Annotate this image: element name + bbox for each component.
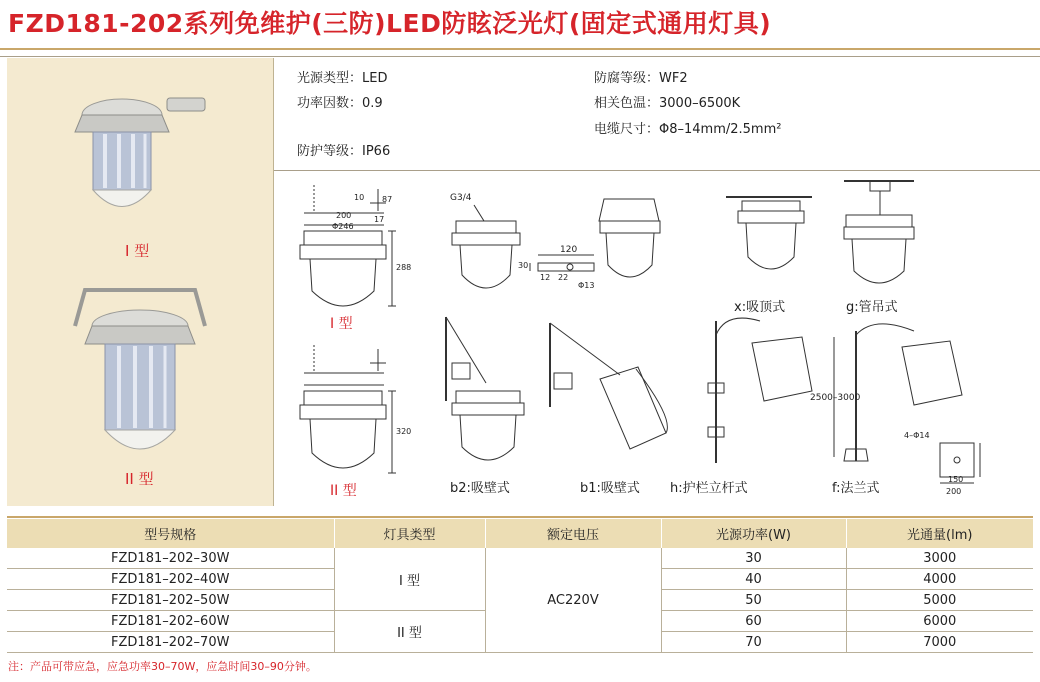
type2-label: II 型: [125, 470, 154, 488]
voltage-cell: AC220V: [485, 548, 661, 653]
installation-diagrams: [274, 171, 1040, 507]
product-photo-panel: [7, 58, 274, 506]
dim-13-label: Φ13: [578, 281, 595, 290]
model-cell: FZD181–202–70W: [7, 632, 334, 653]
model-cell: FZD181–202–40W: [7, 569, 334, 590]
dim-120-label: 120: [560, 245, 578, 255]
caption-ceiling: x:吸顶式: [734, 300, 786, 315]
spec-color-temp: 相关色温：3000–6500K: [594, 96, 741, 111]
header-voltage: 额定电压: [485, 519, 661, 548]
bracket-detail-drawing: [530, 255, 594, 271]
flux-cell: 4000: [846, 569, 1033, 590]
power-cell: 40: [661, 569, 846, 590]
spec-corrosion: 防腐等级：WF2: [594, 71, 688, 86]
wall-mount-b2-drawing: [446, 317, 524, 460]
type-cell-group1: I 型: [334, 548, 485, 611]
power-cell: 60: [661, 611, 846, 632]
caption-guardrail: h:护栏立杆式: [670, 481, 748, 496]
g34-label: G3/4: [450, 193, 472, 203]
power-cell: 50: [661, 590, 846, 611]
dim-200-label: 200: [336, 211, 352, 220]
dim-246-label: Φ246: [332, 222, 354, 231]
dim-320-label: 320: [396, 427, 412, 436]
dim-17-label: 17: [374, 215, 385, 224]
caption-pendant: g:管吊式: [846, 300, 898, 315]
header-flux: 光通量(lm): [846, 519, 1033, 548]
ceiling-mount-drawing: [726, 197, 812, 269]
dim-12-label: 12: [540, 273, 551, 282]
table-header-row: [7, 519, 1033, 548]
dim-22-label: 22: [558, 273, 569, 282]
header-type: 灯具类型: [334, 519, 485, 548]
header-model: 型号规格: [7, 519, 334, 548]
flux-cell: 5000: [846, 590, 1033, 611]
model-cell: FZD181–202–30W: [7, 548, 334, 569]
type2-lamp-photo: [75, 290, 205, 449]
caption-b2: b2:吸壁式: [450, 481, 510, 496]
spec-table: [7, 519, 1033, 653]
wall-mount-b1-drawing: [550, 323, 667, 449]
model-cell: FZD181–202–60W: [7, 611, 334, 632]
top-lamp-drawing: [599, 199, 660, 277]
spec-light-source: 光源类型：LED: [297, 71, 388, 86]
flux-cell: 7000: [846, 632, 1033, 653]
pendant-mount-drawing: [844, 181, 914, 283]
dim-87-label: 87: [382, 195, 393, 204]
caption-type2: II 型: [330, 483, 357, 499]
spec-protection: 防护等级：IP66: [297, 144, 391, 159]
model-cell: FZD181–202–50W: [7, 590, 334, 611]
dim-10-label: 10: [354, 193, 365, 202]
holes-label: 4–Φ14: [904, 431, 930, 440]
type1-label: I 型: [125, 242, 150, 260]
caption-flange: f:法兰式: [832, 481, 880, 496]
dim-150-label: 150: [948, 475, 964, 484]
table-top-rule: [7, 516, 1033, 518]
flux-cell: 6000: [846, 611, 1033, 632]
type2-dimension-drawing: [300, 345, 396, 473]
header-power: 光源功率(W): [661, 519, 846, 548]
g34-lamp-drawing: [452, 205, 520, 288]
product-photos: [7, 58, 273, 506]
spec-cable: 电缆尺寸：Φ8–14mm/2.5mm²: [594, 122, 782, 137]
caption-type1: I 型: [330, 316, 353, 332]
dim-30-label: 30: [518, 261, 529, 270]
page-title: FZD181-202系列免维护(三防)LED防眩泛光灯(固定式通用灯具): [8, 9, 772, 38]
footnote: 注：产品可带应急，应急功率30–70W，应急时间30–90分钟。: [8, 660, 317, 673]
dim-288-label: 288: [396, 263, 412, 272]
dim-200b-label: 200: [946, 487, 962, 496]
flux-cell: 3000: [846, 548, 1033, 569]
spec-power-factor: 功率因数：0.9: [297, 96, 383, 111]
type-cell-group2: II 型: [334, 611, 485, 653]
guardrail-mount-drawing: [708, 318, 812, 463]
spec-list: [274, 58, 1040, 170]
power-cell: 70: [661, 632, 846, 653]
power-cell: 30: [661, 548, 846, 569]
section-rule: [0, 56, 1040, 57]
technical-drawings: [274, 171, 1040, 507]
table-row: [7, 548, 1033, 569]
dim-range-label: 2500–3000: [810, 393, 861, 403]
caption-b1: b1:吸壁式: [580, 481, 640, 496]
title-rule: [0, 48, 1040, 50]
type1-lamp-photo: [75, 98, 205, 207]
